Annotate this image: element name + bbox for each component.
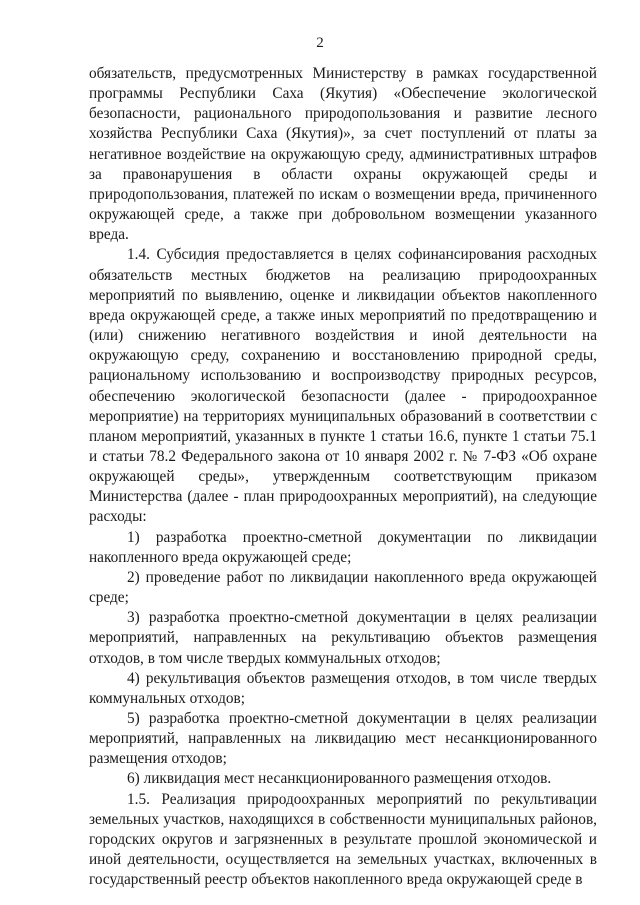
list-item-1: 1) разработка проектно-сметной документации по ликвидации накопленного вреда окружающей среде; bbox=[89, 528, 597, 566]
paragraph-1-4: 1.4. Субсидия предоставляется в целях софинансирования расходных обязательств местных бюджетов на реализацию природоохранных мероприятий по выявлению, оценке и ликвидации объектов накопленного вреда окружающей среде, а также иных мероприятий по предотвращению и (или) снижению негативного воздействия и иной деятельности на окружающую среду, сохранению и восстановлению природной среды, рациональному использованию и воспроизводству природных ресурсов, обеспечению экологической безопасности (далее - природоохранное мероприятие) на территориях муниципальных образований в соответствии с планом мероприятий, указанных в пункте 1 статьи 16.6, пункте 1 статьи 75.1 и статьи 78.2 Федерального закона от 10 января 2002 г. № 7-ФЗ «Об охране окружающей среды», утвержденным соответствующим приказом Министерства (далее - план природоохранных мероприятий), на следующие расходы: bbox=[89, 246, 597, 526]
list-item-3: 3) разработка проектно-сметной документации в целях реализации мероприятий, направленных на рекультивацию объектов размещения отходов, в том числе твердых коммунальных отходов; bbox=[89, 609, 597, 667]
paragraph-continuation: обязательств, предусмотренных Министерству в рамках государственной программы Республики Саха (Якутия) «Обеспечение экологической безопасности, рационального природопользования и развитие лесного хозяйства Республики Саха (Якутия)», за счет поступлений от платы за негативное воздействие на окружающую среду, административных штрафов за правонарушения в области охраны окружающей среды и природопользования, платежей по искам о возмещении вреда, причиненного окружающей среде, а также при добровольном возмещении указанного вреда. bbox=[89, 65, 597, 244]
document-body bbox=[89, 64, 597, 890]
page-number: 2 bbox=[316, 35, 324, 51]
list-item-6: 6) ликвидация мест несанкционированного размещения отходов. bbox=[127, 770, 552, 788]
list-item-4: 4) рекультивация объектов размещения отходов, в том числе твердых коммунальных отходов; bbox=[89, 669, 597, 707]
list-item-2: 2) проведение работ по ликвидации накопленного вреда окружающей среде; bbox=[89, 568, 597, 607]
paragraph-1-5: 1.5. Реализация природоохранных мероприятий по рекультивации земельных участков, находящихся в собственности муниципальных районов, городских округов и загрязненных в результате прошлой экономической и иной деятельности, осуществляется на земельных участках, включенных в государственный реестр объектов накопленного вреда окружающей среде в bbox=[89, 790, 597, 889]
list-item-5: 5) разработка проектно-сметной документации в целях реализации мероприятий, направленных на ликвидацию мест несанкционированного размещения отходов; bbox=[89, 710, 597, 768]
